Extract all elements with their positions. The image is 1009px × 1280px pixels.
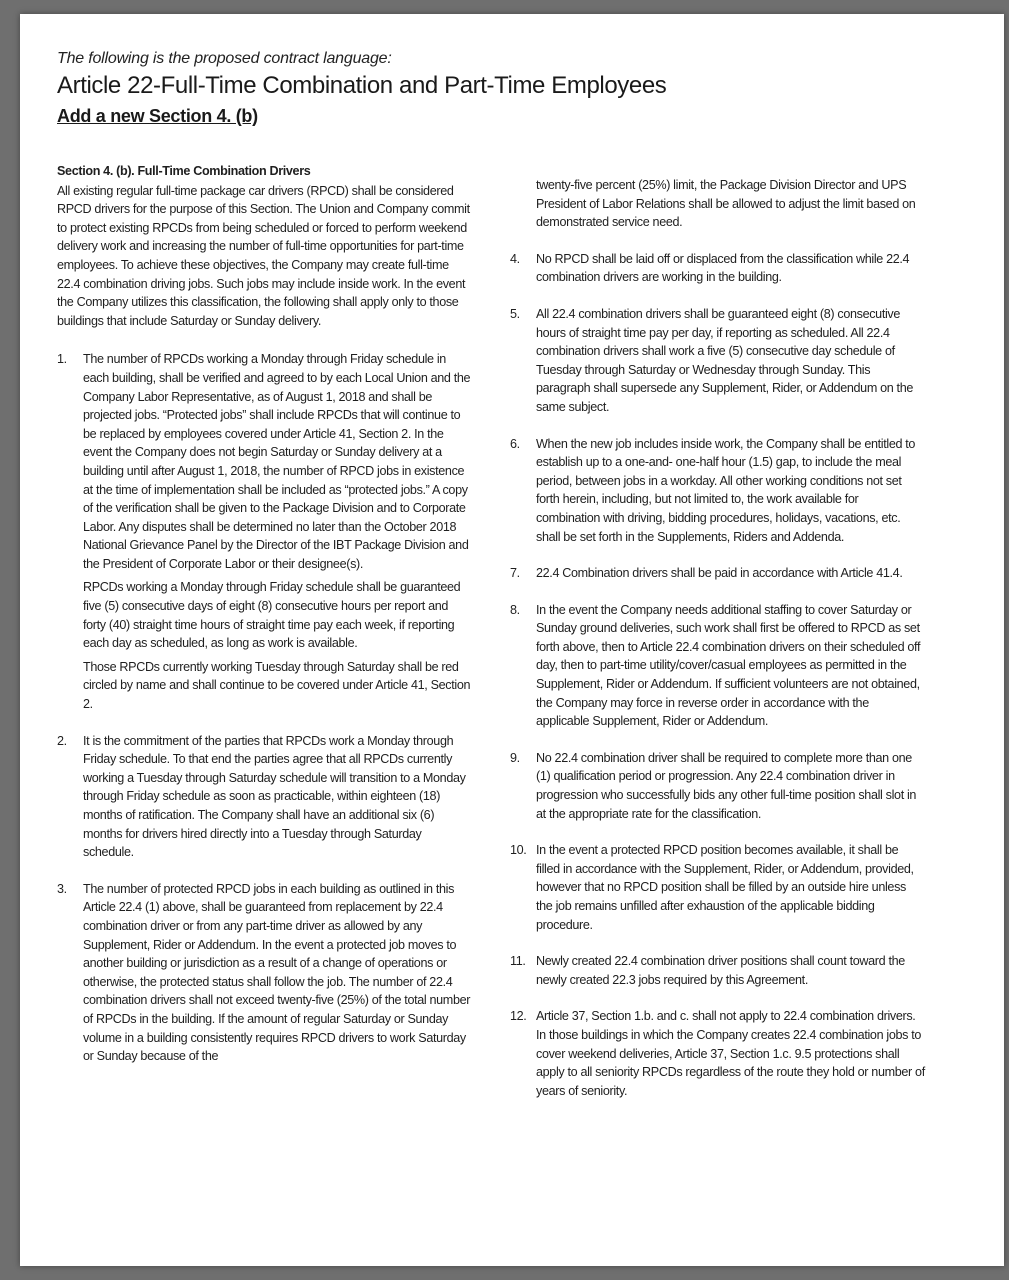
list-item-2 <box>57 732 473 862</box>
item-number: 8. <box>510 602 520 617</box>
right-column <box>510 162 925 1100</box>
item-paragraph: All 22.4 combination drivers shall be guaranteed eight (8) consecutive hours of straight time pay per day, if reporting as scheduled. All 22.4 combination drivers shall work a five (5) consecutive day schedule of Tuesday through Saturday or Wednesday through Sunday. This paragraph shall supersede any Supplement, Rider, or Addendum on the same subject. <box>536 306 914 414</box>
item-number: 6. <box>510 436 520 451</box>
left-column <box>57 162 473 1066</box>
item-paragraph: Article 37, Section 1.b. and c. shall not apply to 22.4 combination drivers. In those buildings in which the Company creates 22.4 combination jobs to cover weekend deliveries, Article 37, Section 1.c. 9.5 protections shall apply to all seniority RPCDs regardless of the route they hold or number of years of seniority. <box>536 1009 925 1098</box>
item-paragraph: It is the commitment of the parties that RPCDs work a Monday through Friday schedule. To that end the parties agree that all RPCDs currently working a Tuesday through Saturday schedule will transition to a Monday through Friday schedule as soon as practicable, within eighteen (18) months of ratification. The Company shall have an additional six (6) months for drivers hired directly into a Tuesday through Saturday schedule. <box>83 733 466 860</box>
item-number: 5. <box>510 306 520 321</box>
list-item-6 <box>510 435 925 547</box>
item-paragraph: 22.4 Combination drivers shall be paid in accordance with Article 41.4. <box>536 566 903 581</box>
article-title: Article 22-Full-Time Combination and Part-Time Employees <box>57 72 667 99</box>
item-paragraph: Those RPCDs currently working Tuesday through Saturday shall be red circled by name and shall continue to be covered under Article 41, Section 2. <box>83 659 471 712</box>
list-item-10 <box>510 841 925 934</box>
section-heading: Add a new Section 4. (b) <box>57 106 258 126</box>
item-number: 11. <box>510 954 526 969</box>
item-paragraph: RPCDs working a Monday through Friday schedule shall be guaranteed five (5) consecutive days of eight (8) consecutive hours per report and forty (40) straight time hours of straight time pay each week, if reporting each day as scheduled, as long as work is available. <box>83 580 461 651</box>
item-number: 3. <box>57 881 67 896</box>
item-number: 12. <box>510 1009 527 1024</box>
item-paragraph: In the event the Company needs additional staffing to cover Saturday or Sunday ground deliveries, such work shall first be offered to RPCD as set forth above, then to Article 22.4 combination drivers on their scheduled off day, then to part-time utility/cover/casual employees as permitted in the Supplement, Rider or Addendum. If sufficient volunteers are not obtained, the Company may force in reverse order in accordance with the applicable Supplement, Rider or Addendum. <box>536 602 921 729</box>
list-item-8 <box>510 601 925 731</box>
list-item-5 <box>510 305 925 417</box>
item-paragraph: When the new job includes inside work, the Company shall be entitled to establish up to a one-and- one-half hour (1.5) gap, to include the meal period, between jobs in a workday. All other working conditions not set forth herein, including, but not limited to, the work available for combination with driving, bidding procedures, holidays, vacations, etc. shall be set forth in the Supplements, Riders and Addenda. <box>536 436 916 544</box>
item-number: 7. <box>510 566 520 581</box>
list-item-4 <box>510 250 925 287</box>
item-paragraph: The number of protected RPCD jobs in each building as outlined in this Article 22.4 (1) above, shall be guaranteed from replacement by 22.4 combination driver or from any part-time driver as allowed by any Supplement, Rider or Addendum. In the event a protected job moves to another building or jurisdiction as a result of a change of operations or otherwise, the protected status shall follow the job. The number of 22.4 combination drivers shall not exceed twenty-five (25%) of the total number of RPCDs in the building. If the amount of regular Saturday or Sunday volume in a building consistently requires RPCD drivers to work Saturday or Sunday because of the <box>83 881 471 1064</box>
document-header <box>57 50 937 127</box>
item-number: 2. <box>57 733 67 748</box>
section-intro-paragraph: All existing regular full-time package car drivers (RPCD) shall be considered RPCD drivers for the purpose of this Section. The Union and Company commit to protect existing RPCDs from being scheduled or forced to perform weekend delivery work and increasing the number of full-time opportunities for part-time employees. To achieve these objectives, the Company may create full-time 22.4 combination driving jobs. Such jobs may include inside work. In the event the Company utilizes this classification, the following shall apply only to those buildings that include Saturday or Sunday delivery. <box>57 183 470 328</box>
list-item-7 <box>510 564 925 583</box>
item-paragraph: No RPCD shall be laid off or displaced from the classification while 22.4 combination drivers are working in the building. <box>536 251 910 285</box>
item-paragraph: In the event a protected RPCD position becomes available, it shall be filled in accordance with the Supplement, Rider, or Addendum, provided, however that no RPCD position shall be filled by an outside hire unless the job remains unfilled after exhaustion of the applicable bidding procedure. <box>536 843 914 932</box>
list-item-12 <box>510 1007 925 1100</box>
item-number: 10. <box>510 843 527 858</box>
item-number: 9. <box>510 750 520 765</box>
item-paragraph: Newly created 22.4 combination driver positions shall count toward the newly created 22.3 jobs required by this Agreement. <box>536 954 905 987</box>
item-paragraph: The number of RPCDs working a Monday through Friday schedule in each building, shall be verified and agreed to by each Local Union and the Company Labor Representative, as of August 1, 2018 and shall be projected jobs. “Protected jobs” shall include RPCDs that will continue to be replaced by employees covered under Article 41, Section 2. In the event the Company does not begin Saturday or Sunday delivery at a building until after August 1, 2018, the number of RPCD jobs in existence at the time of implementation shall be included as “protected jobs.” A copy of the verification shall be given to the Package Division and to Corporate Labor. Any disputes shall be determined no later than the October 2018 National Grievance Panel by the Director of the IBT Package Division and the President of Corporate Labor or their designee(s). <box>83 352 471 571</box>
item-number: 4. <box>510 251 520 266</box>
list-item-3 <box>57 880 473 1066</box>
item-number: 1. <box>57 352 67 367</box>
list-item-9 <box>510 749 925 823</box>
item-paragraph: No 22.4 combination driver shall be required to complete more than one (1) qualification period or progression. Any 22.4 combination driver in progression who successfully bids any other full-time position shall slot in at the appropriate rate for the classification. <box>536 750 917 821</box>
intro-text: The following is the proposed contract language: <box>57 50 392 67</box>
list-item-1 <box>57 350 473 713</box>
item-3-continuation: twenty-five percent (25%) limit, the Package Division Director and UPS President of Labor Relations shall be allowed to adjust the limit based on demonstrated service need. <box>536 178 916 230</box>
section-title: Section 4. (b). Full-Time Combination Drivers <box>57 164 311 178</box>
list-item-11 <box>510 952 925 989</box>
